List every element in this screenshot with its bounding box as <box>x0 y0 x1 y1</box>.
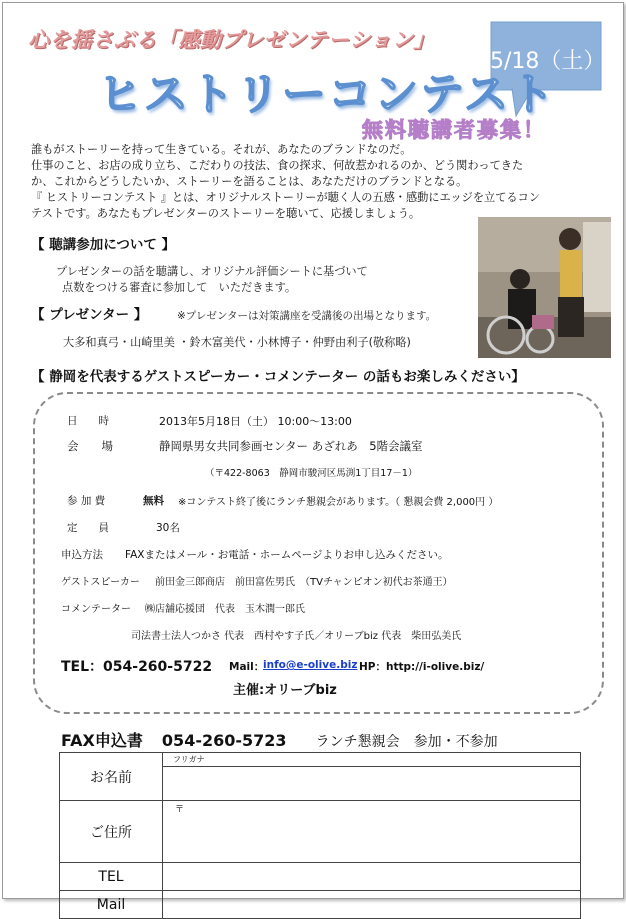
lunch-option: ランチ懇親会 参加・不参加 <box>315 734 498 750</box>
homepage-link[interactable]: HP：http://i-olive.biz/ <box>359 661 485 673</box>
commentator-value-2: 司法書士法人つかさ 代表 西村やす子氏／オリーブbiz 代表 柴田弘美氏 <box>131 631 462 642</box>
apply-value: FAXまたはメール・お電話・ホームページよりお申し込みください。 <box>125 549 449 561</box>
audience-heading: 【 聴講参加について 】 <box>31 237 176 253</box>
fee-note: ※コンテスト終了後にランチ懇親会があります。（ 懇親会費 2,000円 ） <box>178 497 499 508</box>
contact-tel: TEL：054-260-5722 <box>61 659 213 675</box>
tel-label: TEL <box>60 863 163 891</box>
name-field[interactable] <box>163 767 581 801</box>
fax-form-header <box>61 728 498 751</box>
mail-link[interactable]: info@e-olive.biz <box>263 659 358 671</box>
capacity-value: 30名 <box>156 522 180 534</box>
audience-line: プレゼンターの話を聴講し、オリジナル評価シートに基づいて <box>56 265 368 278</box>
guest-speaker-value: 前田金三郎商店 前田富佐男氏 （TVチャンピオン初代お茶通王） <box>155 577 453 588</box>
guest-heading: 【 静岡を代表するゲストスピーカー・コメンテーター の話もお楽しみください】 <box>31 369 525 385</box>
presenters-note: ※プレゼンターは対策講座を受講後の出場となります。 <box>177 310 437 322</box>
commentator-label: コメンテーター <box>61 604 131 615</box>
page-title: ヒストリーコンテスト <box>98 69 557 120</box>
guest-speaker-label: ゲストスピーカー <box>61 577 140 588</box>
intro-line: 誰もがストーリーを持って生きている。それが、あなたのブランドなのだ。 <box>31 143 412 156</box>
event-date: 5/18（土） <box>490 49 606 74</box>
commentator-value: ㈱店舗応援団 代表 玉木潤一郎氏 <box>145 604 305 615</box>
datetime-label: 日 時 <box>67 415 109 427</box>
intro-text <box>31 142 591 222</box>
venue-value: 静岡県男女共同参画センター あざれあ 5階会議室 <box>159 439 423 453</box>
fee-label: 参 加 費 <box>67 495 106 507</box>
presenters-names: 大多和真弓・山崎里美 ・鈴木富美代・小林博子・仲野由利子(敬称略) <box>63 336 411 349</box>
event-details-box <box>33 392 604 714</box>
presenters-heading: 【 プレゼンター 】 <box>31 307 148 323</box>
intro-line: 仕事のこと、お店の成り立ち、こだわりの技法、食の探求、何故惹かれるのか、どう関わってきた <box>31 159 524 172</box>
mail-label: Mail： <box>229 661 265 673</box>
venue-label: 会 場 <box>67 439 113 453</box>
fee-value: 無料 <box>143 495 164 507</box>
audience-line: 点数をつける審査に参加して いただきます。 <box>62 281 297 294</box>
address-label: ご住所 <box>60 801 163 863</box>
mail-field-label: Mail <box>60 891 163 919</box>
venue-address: （〒422-8063 静岡市駿河区馬渕1丁目17－1） <box>205 468 418 479</box>
capacity-label: 定 員 <box>67 522 109 534</box>
address-field[interactable]: 〒 <box>163 801 581 863</box>
subtitle: 無料聴講者募集！ <box>362 118 546 142</box>
tel-field[interactable] <box>163 863 581 891</box>
furigana-field[interactable]: フリガナ <box>163 753 581 767</box>
datetime-value: 2013年5月18日（土） 10:00～13:00 <box>159 415 352 428</box>
fax-number: 054-260-5723 <box>161 731 287 750</box>
organizer: 主催:オリーブbiz <box>233 683 337 698</box>
tagline: 心を揺さぶる「感動プレゼンテーション」 <box>28 28 435 52</box>
name-label: お名前 <box>60 753 163 801</box>
apply-label: 申込方法 <box>61 549 103 561</box>
intro-line: テストです。あなたもプレゼンターのストーリーを聴いて、応援しましょう。 <box>31 207 421 220</box>
fax-form-table <box>59 752 581 919</box>
mail-field[interactable] <box>163 891 581 919</box>
intro-line: 『 ヒストリーコンテスト 』とは、オリジナルストーリーが聴く人の五感・感動にエッジを立てるコン <box>31 191 540 204</box>
fax-title: FAX申込書 <box>61 731 143 750</box>
intro-line: か、これからどうしたいか、ストーリーを語ることは、あなただけのブランドとなる。 <box>31 175 468 188</box>
event-photo <box>478 217 611 358</box>
